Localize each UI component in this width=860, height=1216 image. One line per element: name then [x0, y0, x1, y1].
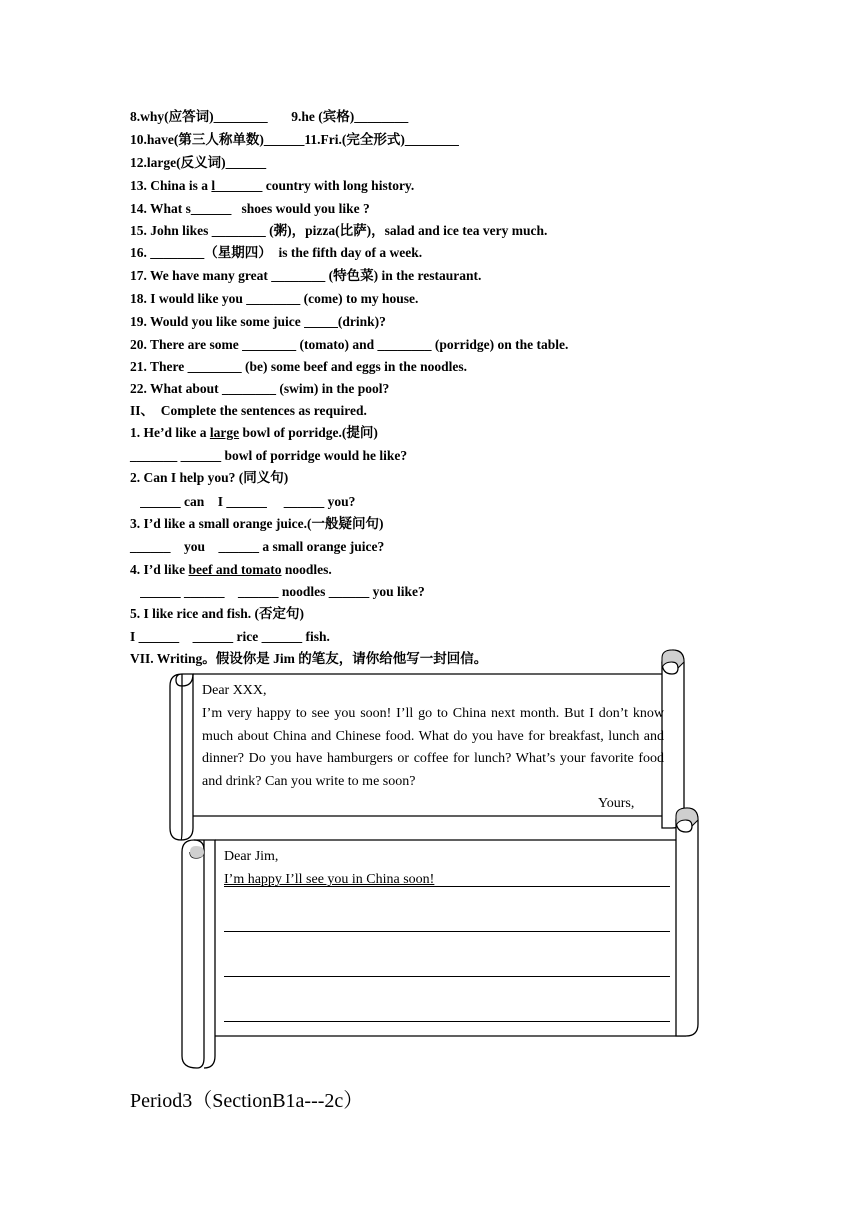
section-2-heading: II、 Complete the sentences as required.: [130, 403, 367, 418]
exercise-line-19: 19. Would you like some juice _____(drink)?: [130, 314, 386, 329]
exercise-line-16: 16. ________（星期四） is the fifth day of a week.: [130, 245, 423, 260]
exercise-line-14: 14. What s______ shoes would you like ?: [130, 201, 370, 216]
exercise-line-12: 12.large(反义词)______: [130, 155, 267, 170]
q1-prefix: 1. He’d like a: [130, 425, 210, 440]
line13-prefix: 13. China is a: [130, 178, 212, 193]
writing-rule-1: [224, 886, 670, 887]
exercise-line-21: 21. There ________ (be) some beef and eggs in the noodles.: [130, 359, 467, 374]
section-2-q5-answer: I ______ ______ rice ______ fish.: [130, 629, 330, 644]
q4-underlined-words: beef and tomato: [188, 562, 282, 577]
letter2-first-line: I’m happy I’ll see you in China soon!: [224, 872, 435, 887]
scroll-2-left-curl-shade: [190, 846, 204, 858]
letter1-body: I’m very happy to see you soon! I’ll go to China next month. But I don’t know much about China and Chinese food. What do you have for breakfast, lunch and dinner? Do you have hamburgers or coffee for lunch? What’s your favorite food and drink? Can you write to me soon?: [202, 706, 664, 789]
scroll-2-shape: [182, 808, 698, 1068]
letter2-salutation: Dear Jim,: [224, 849, 279, 864]
period-title: Period3（SectionB1a---2c）: [130, 1090, 364, 1112]
section-2-q5: 5. I like rice and fish. (否定句): [130, 606, 304, 621]
writing-rule-4: [224, 1021, 670, 1022]
line13-underlined-letter: l: [211, 178, 216, 193]
section-2-q3-answer: ______ you ______ a small orange juice?: [130, 539, 385, 554]
letter1-closing: Yours,: [598, 796, 635, 811]
exercise-line-17: 17. We have many great ________ (特色菜) in the restaurant.: [130, 268, 482, 283]
writing-rule-2: [224, 931, 670, 932]
exercise-line-20: 20. There are some ________ (tomato) and ________ (porridge) on the table.: [130, 337, 569, 352]
section-2-q3: 3. I’d like a small orange juice.(一般疑问句): [130, 516, 384, 531]
q1-underlined-word: large: [209, 425, 240, 440]
exercise-line-22: 22. What about ________ (swim) in the pool?: [130, 381, 390, 396]
q4-prefix: 4. I’d like: [130, 562, 189, 577]
exercise-line-10-11: 10.have(第三人称单数)______11.Fri.(完全形式)________: [130, 132, 459, 147]
exercise-line-8-9: 8.why(应答词)________ 9.he (宾格)________: [130, 109, 409, 124]
line13-suffix: _______ country with long history.: [215, 178, 415, 193]
exercise-line-15: 15. John likes ________ (粥)，pizza(比萨)，salad and ice tea very much.: [130, 223, 548, 238]
section-2-q4-answer: ______ ______ ______ noodles ______ you like?: [130, 584, 425, 599]
section-2-q2-answer: ______ can I ______ ______ you?: [130, 494, 356, 509]
section-2-q2: 2. Can I help you? (同义句): [130, 470, 289, 485]
writing-heading: VII. Writing。假设你是 Jim 的笔友，请你给他写一封回信。: [130, 651, 488, 666]
q1-suffix: bowl of porridge.(提问): [239, 425, 378, 440]
exercise-line-18: 18. I would like you ________ (come) to my house.: [130, 291, 419, 306]
letter1-salutation: Dear XXX,: [202, 683, 267, 698]
writing-rule-3: [224, 976, 670, 977]
section-2-q1-answer: _______ ______ bowl of porridge would he like?: [130, 448, 408, 463]
q4-suffix: noodles.: [281, 562, 332, 577]
